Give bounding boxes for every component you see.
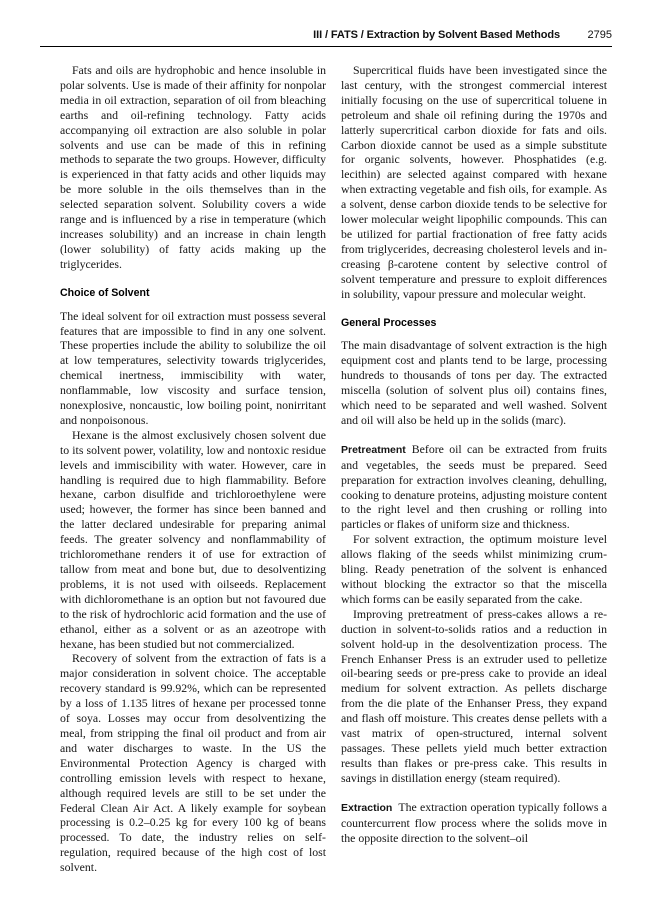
runin-heading-pretreatment: Pretreatment <box>341 443 406 456</box>
paragraph-pretreatment <box>341 442 607 532</box>
paragraph: For solvent extraction, the optimum moisture level allows flaking of the seeds whilst minimizing crumbling. Ready penetration of the solvent is enhanced without blocking the extractor so that the miscella which forms can be easily separated from the cake. <box>341 532 607 606</box>
paragraph-extraction <box>341 800 607 846</box>
right-column <box>341 63 607 845</box>
page-number: 2795 <box>587 29 612 41</box>
paragraph: The ideal solvent for oil extraction must possess several features that are impossible to find in any one solvent. These properties include the ability to solubilize the oil at low temperatures, selectivity towards triglycerides, chemical inertness, immiscibility with water, nonflammable, low viscosity and surface tension, nonexplosive, noncaustic, low boiling point, nonirritant and nonpoisonous. <box>60 308 326 427</box>
section-heading-general-processes: General Processes <box>341 316 437 329</box>
section-heading-choice-of-solvent: Choice of Solvent <box>60 286 150 299</box>
paragraph: Recovery of solvent from the extraction of fats is a major consideration in solvent choice. The acceptable recovery standard is 99.92%, which can be represented by a loss of 1.135 litres of hexane per processed tonne of soya. Losses may occur from desolventizing the meal, from stripping the final oil product and from air and water discharges to waste. In the US the Environmental Protection Agency is charged with controlling emission levels with respect to hexane, although required levels are still to be set under the Federal Clean Air Act. A likely example for soybean processing is 0.2–0.25 kg for every 100 kg of beans processed. To date, the industry relies on self-regulation, required because of the high cost of lost solvent. <box>60 651 326 875</box>
left-column <box>60 63 326 875</box>
paragraph: Improving pretreatment of press-cakes allows a reduction in solvent-to-solids ratios and a reduction in solvent hold-up in the desolventization process. The French Enhanser Press is an extruder used to pelletize oil-bearing seeds or pre-press cake to provide an ideal medium for solvent extraction. As pellets discharge from the die plate of the Enhanser Press, they expand and flash off moisture. This creates dense pellets with a vast matrix of open-structured, internal solvent passages. These pellets yield much better extraction results than flakes or pre-press cake. This results in savings in distillation energy (steam required). <box>341 606 607 785</box>
running-header <box>40 26 612 47</box>
paragraph: Hexane is the almost exclusively chosen solvent due to its solvent power, volatility, low and nontoxic residue levels and immiscibility with water. However, care in handling is required due to high flammability. Before hexane, carbon disulfide and trichloroethylene were used; however, the former has since been banned and the latter declared undesirable for preparing animal feeds. The greater solvency and nonflammability of trichloromethane renders it of use for extraction of tallow from meat and bone but, due to desolventizing problems, it is not used with oilseeds. Replacement with dichloromethane is an option but not favoured due to the risk of hydrochloric acid formation and the use of ethanol, either as a solvent or as an azeotrope with hexane, has been studied but not commercialized. <box>60 427 326 651</box>
runin-heading-extraction: Extraction <box>341 801 393 814</box>
paragraph-text: Before oil can be extracted from fruits and vegetables, the seeds must be prepared. Seed preparation for extraction involves cleaning, dehulling, cooking to denature proteins, adjusting moisture content to the right level and then crushing or rolling into particles or flakes of uniform size and thickness. <box>341 441 607 532</box>
paragraph: The main disadvantage of solvent extraction is the high equipment cost and plants tend to be large, processing hundreds to thousands of tons per day. The extracted miscella (solution of solvent plus oil) contains fines, which need to be separated and well washed. Solvent and oil will also be held up in the solids (marc). <box>341 338 607 427</box>
paragraph: Fats and oils are hydrophobic and hence insoluble in polar solvents. Use is made of their affinity for nonpolar media in oil extraction, separation of oil from bleaching earths and oil-refining technology. Fatty acids accompanying oil extraction are also soluble in polar solvents and use can be made of this in refining methods to separate the two groups. However, difficulty is experienced in that fatty acids and other liquids may be more soluble in the oils themselves than in the selected separation solvent. Solubility covers a wide range and is influenced by a rise in temperature (which increases solubility) and an increase in chain length (lower solubility) of fatty acids making up the triglycerides. <box>60 63 326 271</box>
paragraph: Supercritical fluids have been investigated since the last century, with the strongest commercial interest initially focusing on the use of supercritical toluene in petroleum and shale oil refining during the 1970s and latterly supercritical carbon dioxide for fats and oils. Carbon dioxide cannot be used as a simple substitute for organic solvents, however. Phosphatides (e.g. lecithin) are selected against compared with hexane when extracting vegetable and fish oils, for example. As a solvent, dense carbon dioxide tends to be selective for lower molecular weight lipophilic compounds. This can be utilized for partial fractionation of free fatty acids from triglycerides, decreasing cholesterol levels and increasing β-carotene content by selective control of solvent temperature and pressure to exploit differences in solubility, vapour pressure and molecular weight. <box>341 63 607 301</box>
paragraph-text: The extraction operation typically follows a countercurrent flow process where the solids move in the opposite direction to the solvent–oil <box>341 799 607 845</box>
running-title: III / FATS / Extraction by Solvent Based Methods <box>313 29 560 41</box>
